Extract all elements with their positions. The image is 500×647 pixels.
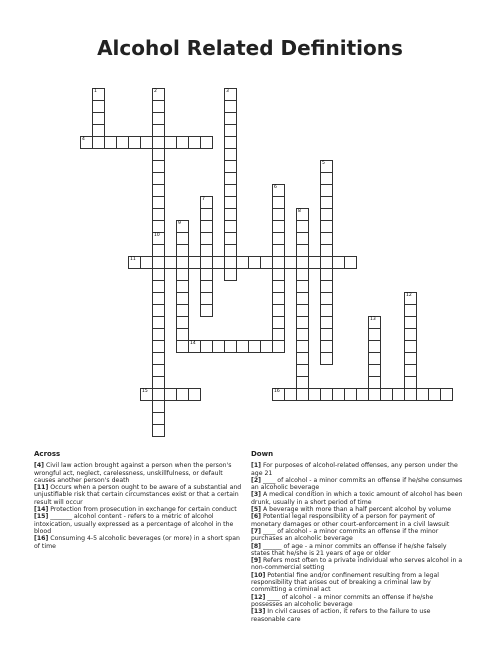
clue-text: A medical condition in which a toxic amount of alcohol has been drunk, usually in a short period of time: [251, 491, 463, 506]
crossword-cell[interactable]: [152, 424, 165, 437]
crossword-cell[interactable]: [440, 388, 453, 401]
crossword-cell[interactable]: [188, 388, 201, 401]
down-clue: [251, 462, 463, 477]
clue-number: [7]: [251, 527, 261, 535]
clue-number: [12]: [251, 593, 266, 601]
clue-number: [16]: [34, 535, 49, 543]
clue-number-label: 12: [406, 293, 412, 298]
clue-text: _______ alcohol content - refers to a metric of alcohol intoxication, usually expressed as a percentage of alcohol in the blood: [34, 513, 234, 535]
clue-number-label: 9: [178, 221, 181, 226]
down-clue: [251, 491, 463, 506]
page-title: Alcohol Related Definitions: [97, 36, 403, 60]
down-clue: [251, 528, 463, 543]
clue-number: [14]: [34, 506, 49, 514]
down-clue: [251, 594, 463, 609]
clue-text: Civil law action brought against a person when the person's wrongful act, neglect, carelessness, unskillfulness, or default causes another person's death: [34, 462, 232, 484]
crossword-cell[interactable]: [176, 244, 189, 257]
across-clue: [34, 535, 244, 550]
clue-text: Consuming 4-5 alcoholic beverages (or more) in a short span of time: [34, 535, 240, 550]
down-clue: [251, 608, 463, 623]
crossword-cell[interactable]: [224, 268, 237, 281]
clue-number: [6]: [251, 513, 261, 521]
clue-number: [2]: [251, 476, 261, 484]
clue-text: Protection from prosecution in exchange for certain conduct: [50, 506, 237, 514]
clue-number-label: 8: [298, 209, 301, 214]
down-clue: [251, 543, 463, 558]
clue-number: [4]: [34, 462, 44, 470]
clue-number-label: 11: [130, 257, 136, 262]
crossword-cell[interactable]: [404, 376, 417, 389]
clue-text: In civil causes of action, it refers to the failure to use reasonable care: [251, 608, 431, 623]
crossword-cell[interactable]: [344, 256, 357, 269]
clue-number: [9]: [251, 557, 261, 565]
crossword-cell[interactable]: [296, 244, 309, 257]
clue-text: A beverage with more than a half percent alcohol by volume: [262, 506, 452, 514]
clue-number-label: 14: [190, 341, 196, 346]
clue-number-label: 6: [274, 185, 277, 190]
crossword-cell[interactable]: [320, 244, 333, 257]
clue-number-label: 16: [274, 389, 280, 394]
across-clue: [34, 506, 244, 513]
clue-number-label: 10: [154, 233, 160, 238]
clue-number-label: 4: [82, 137, 85, 142]
clue-text: ______ of age - a minor commits an offense if he/she falsely states that he/she is 21 years of age or older: [251, 542, 447, 557]
crossword-cell[interactable]: [272, 328, 285, 341]
clue-number: [8]: [251, 542, 261, 550]
clue-number: [1]: [251, 462, 261, 470]
clue-number: [3]: [251, 491, 261, 499]
crossword-cell[interactable]: [224, 244, 237, 257]
clue-number-label: 7: [202, 197, 205, 202]
clue-number: [5]: [251, 506, 261, 514]
crossword-cell[interactable]: [200, 136, 213, 149]
down-clue: [251, 506, 463, 513]
crossword-cell[interactable]: [368, 376, 381, 389]
down-heading: Down: [251, 450, 274, 458]
crossword-cell[interactable]: [152, 376, 165, 389]
clue-text: Potential fine and/or confinement resulting from a legal responsibility that arises out of breaking a criminal law by committing a criminal act: [251, 571, 439, 594]
clue-number-label: 15: [142, 389, 148, 394]
down-clue: [251, 477, 463, 492]
across-clues: [34, 451, 244, 550]
across-clue: [34, 484, 244, 506]
down-clue: [251, 572, 463, 594]
crossword-cell[interactable]: [200, 244, 213, 257]
across-clue: [34, 462, 244, 484]
crossword-cell[interactable]: [296, 376, 309, 389]
crossword-cell[interactable]: [176, 340, 189, 353]
crossword-cell[interactable]: [92, 124, 105, 137]
clue-text: ____ of alcohol - a minor commits an offense if the minor purchases an alcoholic beverage: [251, 527, 439, 543]
crossword-cell[interactable]: [320, 352, 333, 365]
crossword-cell[interactable]: [152, 124, 165, 137]
clue-number-label: 2: [154, 89, 157, 94]
clue-number-label: 3: [226, 89, 229, 94]
clue-number: [10]: [251, 571, 266, 579]
crossword-cell[interactable]: [272, 340, 285, 353]
clue-text: Refers most often to a private individual who serves alcohol in a non-commercial setting: [251, 557, 463, 572]
crossword-cell[interactable]: [272, 244, 285, 257]
down-clue: [251, 513, 463, 528]
clue-text: Potential legal responsibility of a person for payment of monetary damages or other court-enforcement in a civil lawsuit: [251, 513, 450, 528]
clue-number: [11]: [34, 484, 49, 492]
across-heading: Across: [34, 450, 61, 458]
clue-number-label: 5: [322, 161, 325, 166]
crossword-cell[interactable]: [152, 244, 165, 257]
clue-text: ____ of alcohol - a minor commits an offense if he/she possesses an alcoholic beverage: [251, 593, 434, 608]
clue-number-label: 1: [94, 89, 97, 94]
clue-text: Occurs when a person ought to be aware of a substantial and unjustifiable risk that certain circumstances exist or that a certain result will occur: [34, 484, 242, 506]
clue-number: [15]: [34, 513, 49, 521]
clue-number-label: 13: [370, 317, 376, 322]
clue-text: For purposes of alcohol-related offenses, any person under the age 21: [251, 462, 458, 477]
crossword-cell[interactable]: [200, 304, 213, 317]
clue-text: ____ of alcohol - a minor commits an offense if he/she consumes an alcoholic beverage: [251, 476, 463, 492]
across-clue: [34, 513, 244, 535]
down-clue: [251, 557, 463, 572]
clue-number: [13]: [251, 608, 266, 616]
down-clues: [251, 451, 463, 623]
